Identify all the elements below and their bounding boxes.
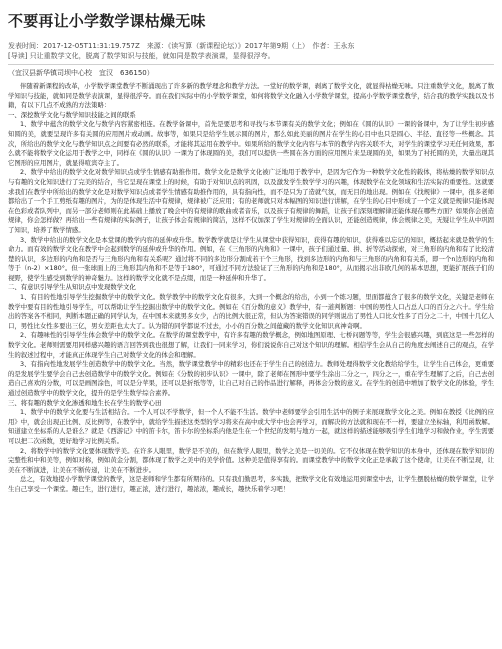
body-paragraph: 2、将数学中的数学文化要体现数学美。在许多人眼里，数学是不美的，但在数学人眼里，数学之美是一切美的。它不仅体现在数学知识的本身中，还体现在数学知识的完整性和中和美等，例如对称，例如黄金分割，都体现了数学之美中的美学价值。这种美是值得享有的。而课堂教学中的数学文化正是承载了这个使命，让美在不断呈现，让美在不断演进，让美在不断传递，让美在不断进步。 (8, 446, 494, 474)
body-paragraph: 1、数学中的数学文化要与生活相结合。一个人可以不学数学，但一个人不能不生活。数学中老师要学会引用生活中的例子来展现数学文化之美。例如在教授《比例的应用》中，就会出现正比例、反比例等，在教学中，就给学生描述这类型的学习将来在高中或大学中也会再学习，而解决的方法就和现在不一样，要建立坐标轴，利用函数解。知道建立坐标系的人是谁么？就是《西游记》中的笛卡尔，笛卡尔的坐标系内他是生在一个世纪的发明与地方一起，就这样的描述能够吸引学生们地学习和做作业，学生需要可以把二次函数，更好地学习比例关系。 (8, 408, 494, 445)
author-affiliation: （宜汉县新华镇司坝中心校 宜汉 636150） (8, 69, 154, 77)
article-abstract: [导读] 只让重数学文化，脱离了数学知识与技能，就如同是数学表演课，显得很浮夸。 (8, 52, 275, 60)
section-heading: 三、将有趣的数学文化渗透和地生长在学生的数学心田 (8, 398, 162, 407)
section-heading: 二、有意识引导学生从知识点中发现数学文化 (8, 283, 136, 292)
body-paragraph: 总之，有效地提小学数学课堂的教学，这是老师和学生都有所期待的。只有我们勤思考，多实践，把数学文化有效地运用到课堂中去，让学生摆脱枯燥的数学课堂，让学生自己享受一个课堂。趣已生，进行进行，趣正浓，进行进行，趣浓浓，趣成长，趣快乐着学习吧！ (8, 475, 494, 493)
body-paragraph: 2、有趣味性的引导学生体会数学中的数学文化。在数学的课堂教学中，有许多有趣的数学概念，例如地图原理、七桥问题等等，学生会很感兴趣，到底这是一些怎样的数学文化。老师则需要用同样感兴趣的语言回答到我也很想了解，让我们一同来学习，你们说说你自己对这个知识的理解。相信学生会从自己的角度去阐述自己的观点，在学生的叙述过程中，才能真正体现学生自己对数学文化的体会和理解。 (8, 331, 494, 359)
article-title: 不要再让小学数学课枯燥无味 (8, 12, 206, 30)
body-paragraph: 1、数学中蕴含的数学文化与数学内容紧密相连。在教学备课中，首先是要思考和寻找与本节课有关的数学文化；例如在《圆的认识》一课的备课中，为了让学生初步感知圆的美，就要呈现许多有关圆的应用图片或动画。故事等，如果只是给学生展示圆的图片，那么如此美丽的图片在学生的心目中也只是圆心、半径、直径等一些概念。其次，所给出的数学文化与教学知识点之间要有必然的联系，才能将其运用在教学中。如果所给的数学文化内容与本节的教学内容关联不大，对学生的课堂学习无任何效果，那么就不能将数学文化运用于教学之中，同样在《圆的认识》一课为了体现圆的美，我们可以提供一些圆在各方面的应用图片来呈现圆的美，如果为了衬托圆的美，大量出现其它图形的应用图片，就显得喧宾夺主了。 (8, 120, 494, 167)
article-body (8, 82, 494, 495)
body-paragraph: 2、数学中给出的数学文化对数学知识点或学生情感有助推作用。数学文化是数学文化被广泛地用于教学中，是因为它作为一种数学文化性的载体，将枯燥的数学知识点与有趣的文化知识进行了完美的结合，当它呈现在课堂上的时候，有助于对知识点的巩固，以及激发学生数学学习的兴趣，体现数学在文化领域和生活实际的重要性。这就要求我们在教学中所给出的数学文化是对数学知识点或者学生情感有助推作用的，具有指向性，而不是只为了造就气氛，而无目的地出现。例如在《找规律》一课中，很多老师都给出了一个手工剪纸有趣的图片，为的是体现生活中有规律，规律被广泛应用；有的老师就只对本幅图的知识进行讲解，在学生的心目中形成了一个定义就是规律只能体现在色彩或者队列中，而另一部分老师则在此基础上播放了晚会中的有规律的歌曲或者音乐，以及孩子有规律的舞蹈，让孩子们深刻理解律还能体现在哪些方面？如果你会创造规律，你会怎样做？再给出一些有规律的实际例子，让孩子体会有规律的简洁，这样不仅加深了学生对规律的全面认识，还能创造规律，体会规律之美，无疑让学生从中巩固了知识，培养了数学情感。 (8, 168, 494, 234)
body-paragraph: 伴随着新课程的改革，小学数学课堂教学不断涌现出了许多新的教学理念和教学方法。一堂好的数学课，剥离了数学文化，就显得枯燥无味。只注重数学文化，脱离了数学知识与技能，就如同是数学表演课，显得很浮夸。而在我们实际中的小学数学课堂，如何将数学文化融入小学数学课堂，提高小学数学课堂教学，结合我的教学实践以及书籍，有以下几点不成熟的方法策略： (8, 82, 494, 110)
body-paragraph: 3、有指向性地发展学生创造数学中的数学文化。当然，数学课堂教学中的精彩也还在于学生自己的创造力。教师处理得数学文化教给给学生，让学生自己体会，更重要的是发展学生要学会自己去创造数学中的数学文化。例如在《分数的初步认识》一课中，除了老师在图形中要学生涂出二分之一，四分之一，重在学生理解了之后，自己去创造自己喜欢的分数，可以是画图涂色，可以是分苹果，还可以是折纸等等，让自己对自己的作品进行解释，再体会分数的意义。在学生的创造中增加了数学文化的体验，学生通过创造数学中的数学文化，提升的是学生数学综合素养。 (8, 360, 494, 397)
divider (8, 64, 494, 65)
section-heading: 一、深挖数学文化与数学知识技能之间的联系 (8, 110, 136, 119)
article-meta: 发表时间：2017-12-05T11:31:19.757Z 来源：《读写算（新课程论坛）》2017年第9期（上） 作者：王永东 (8, 42, 355, 50)
body-paragraph: 1、有目的性地引导学生挖掘数学中的数学文化。数学教学中的数学文化有很多，大到一个概念的给出，小到一个练习题，里面都蕴含了很多的数学文化，关键是老师在教学中要有目的性地引导学生，可以帮助让学生挖掘出数学中的数学文化。例如在《百分数的意义》教学中，有一道判断题：中国的男性人口占总人口的百分之六十。学生给出的答案各不相同，判断本题正确的同学认为，在中国本来就男多女少，占的比例大很正常，但认为答案错误的同学则说出了男性人口比女性多了百分之二十，中国十几亿人口，男性比女性多要出三亿，男女差距也太大了。认为错的同学都说不过去，小小的百分数之间蕴藏的数学文化知识真神奇啊。 (8, 293, 494, 330)
body-paragraph: 3、数学中给出的数学文化是本堂课的教学内容的延伸或升华。数学教学就是让学生从课堂中获得知识，获得有趣的知识，获得难以忘记的知识，概括起来就是数学的生命力。而有效的数学文化在教学中会起到数学的延伸或升华的作用。例如，在《三角形的内角和》一课中，孩子们通过量、拼、折等活动探索，对三角形的内角和有了比较清楚的认识，多边形的内角和是否与三角形内角和有关系呢？通过将不同的多边形分割成若干个三角形，找到多边形的内角和与三角形的内角和有关系，即一个n边形的内角和等于（n-2）×180°。但一张球面上的三角形其内角和不是等于180°，可通过不同方法验证了三角形的内角和是180°，从而揭示出非欧几何的基本思想，更能扩展孩子们的视野，使学生感受到数学的神奇魅力。这样的数学文化就不是点缀，而是一种延伸和升华了。 (8, 235, 494, 282)
